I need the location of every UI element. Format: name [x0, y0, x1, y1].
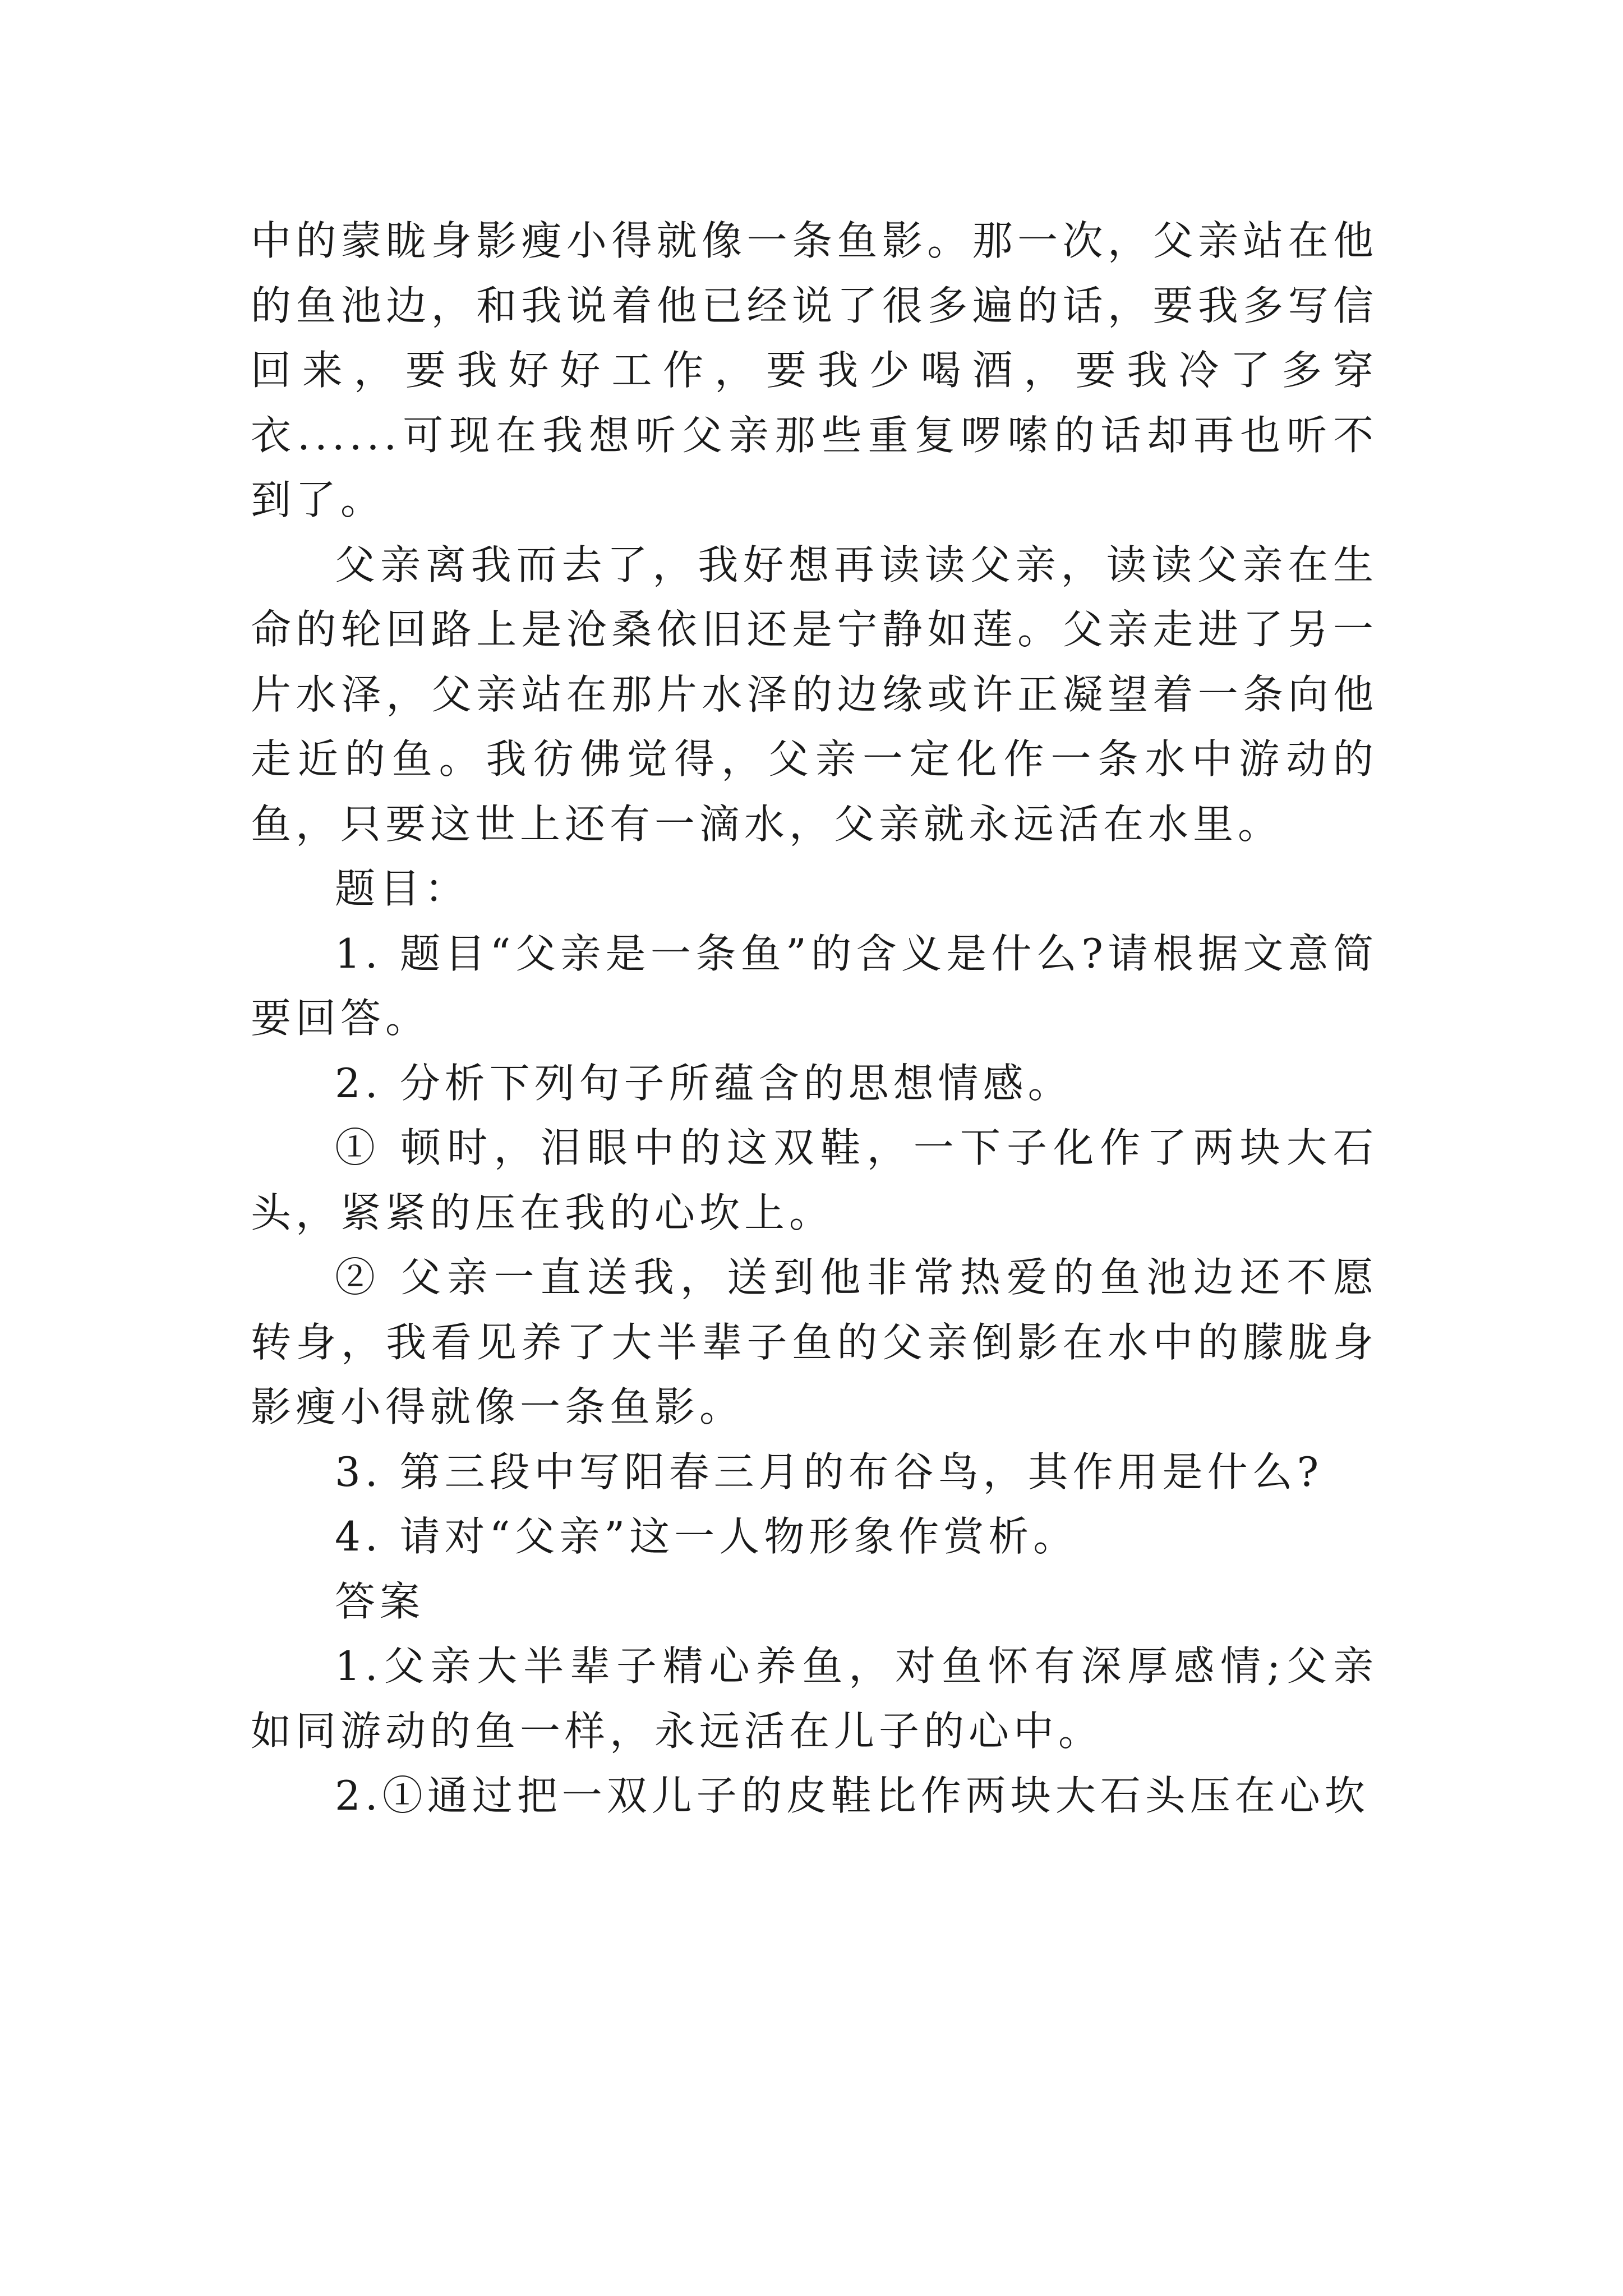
- document-body: [251, 209, 1378, 1829]
- question-3: 3. 第三段中写阳春三月的布谷鸟，其作用是什么?: [335, 1448, 1324, 1496]
- question-2-sentence-2: ② 父亲一直送我，送到他非常热爱的鱼池边还不愿转身，我看见养了大半辈子鱼的父亲倒影在水中的朦胧身影瘦小得就像一条鱼影。: [251, 1254, 1378, 1430]
- answer-1: 1.父亲大半辈子精心养鱼，对鱼怀有深厚感情;父亲如同游动的鱼一样，永远活在儿子的心中。: [251, 1642, 1378, 1755]
- paragraph-father-gone: 父亲离我而去了，我好想再读读父亲，读读父亲在生命的轮回路上是沧桑依旧还是宁静如莲。父亲走进了另一片水泽，父亲站在那片水泽的边缘或许正凝望着一条向他走近的鱼。我彷佛觉得，父亲一定化作一条水中游动的鱼，只要这世上还有一滴水，父亲就永远活在水里。: [251, 541, 1378, 848]
- paragraph-continuation: 中的蒙眬身影瘦小得就像一条鱼影。那一次，父亲站在他的鱼池边，和我说着他已经说了很多遍的话，要我多写信回来，要我好好工作，要我少喝酒，要我冷了多穿衣......可现在我想听父亲那些重复啰嗦的话却再也听不到了。: [251, 217, 1378, 523]
- question-2: 2. 分析下列句子所蕴含的思想情感。: [335, 1059, 1073, 1107]
- answers-heading: 答案: [335, 1577, 425, 1625]
- question-2-sentence-1: ① 顿时，泪眼中的这双鞋，一下子化作了两块大石头，紧紧的压在我的心坎上。: [251, 1124, 1378, 1236]
- answer-2: 2.①通过把一双儿子的皮鞋比作两块大石头压在心坎: [335, 1772, 1370, 1819]
- questions-heading: 题目：: [335, 865, 470, 912]
- question-1: 1. 题目“父亲是一条鱼”的含义是什么?请根据文意简要回答。: [251, 930, 1378, 1042]
- question-4: 4. 请对“父亲”这一人物形象作赏析。: [335, 1513, 1078, 1560]
